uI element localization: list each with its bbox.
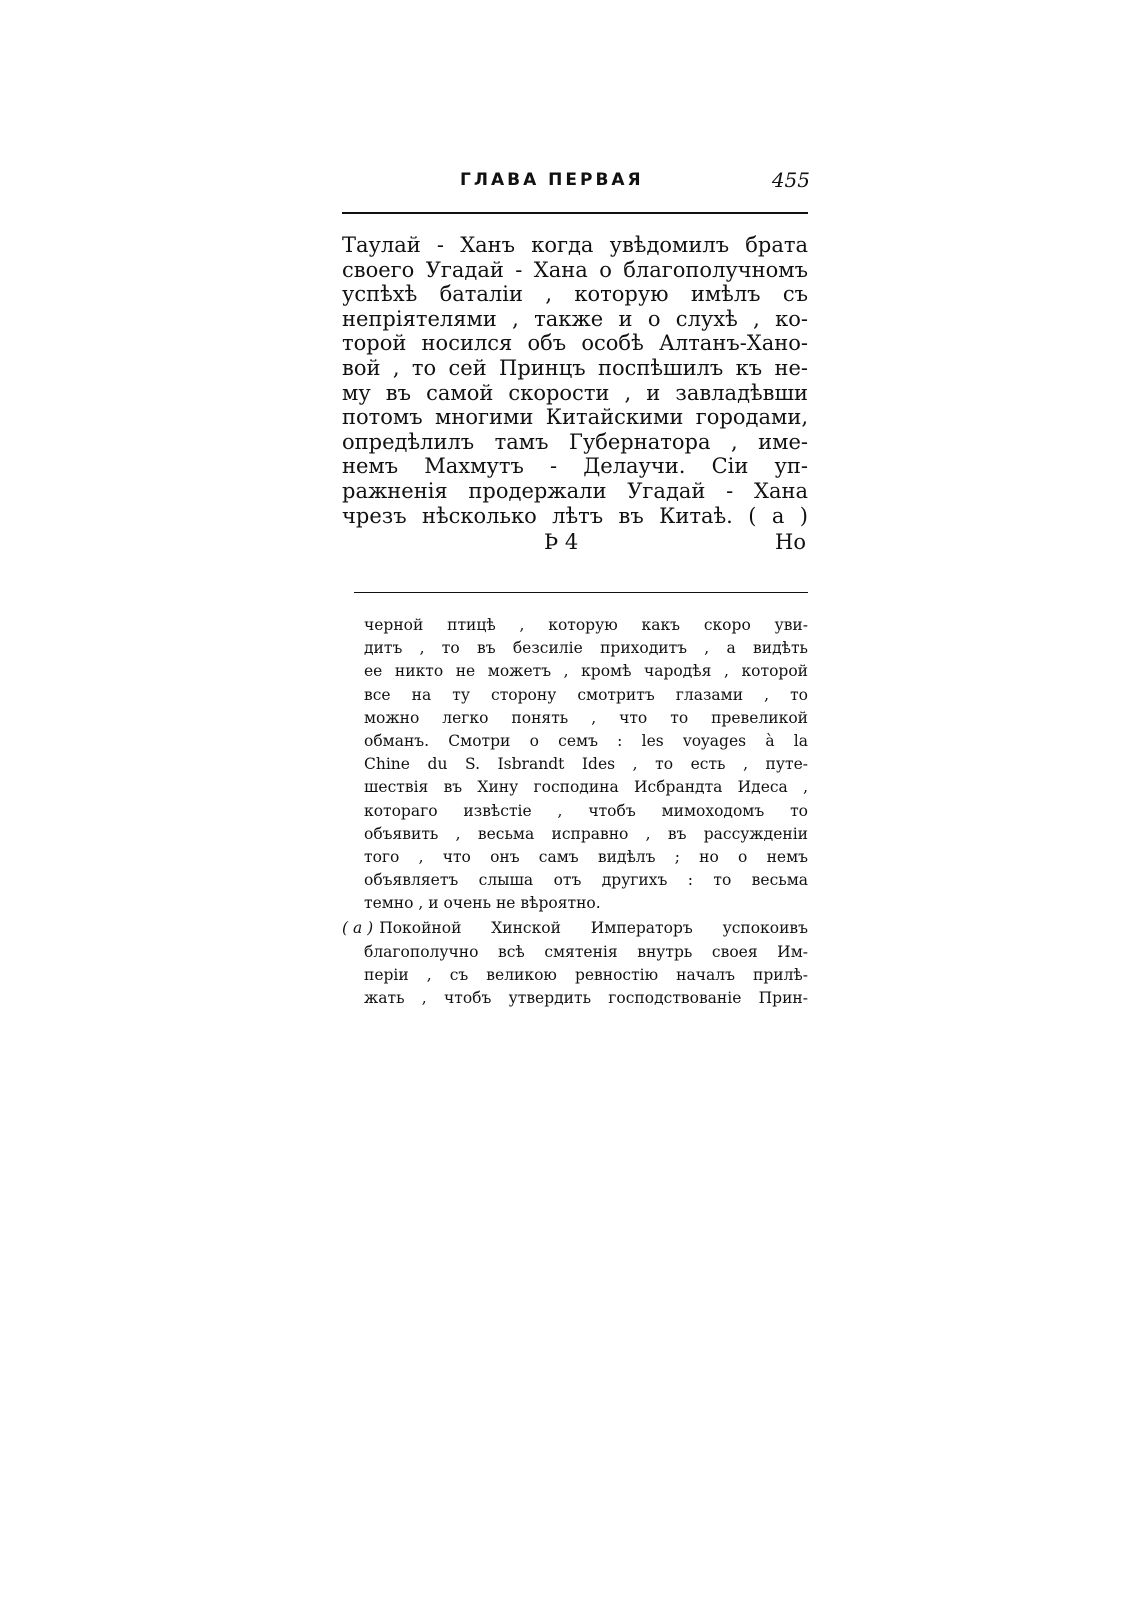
running-header bbox=[342, 168, 812, 204]
footnote-line: можно легко понять , что то превеликой bbox=[364, 708, 808, 727]
text-line: своего Угадай - Хана о благополучномъ bbox=[342, 257, 808, 282]
footnote-line: того , что онъ самъ видѣлъ ; но о немъ bbox=[364, 847, 808, 866]
footnote-continued bbox=[364, 614, 808, 915]
text-line: торой носился объ особѣ Алтанъ-Хано- bbox=[342, 331, 808, 356]
catchword: Но bbox=[775, 530, 806, 554]
footnotes bbox=[342, 614, 808, 1010]
main-text bbox=[342, 233, 808, 528]
text-line: Таулай - Ханъ когда увѣдомилъ брата bbox=[342, 233, 808, 257]
page-footer-marks bbox=[342, 530, 808, 556]
text-line: му въ самой скорости , и завладѣвши bbox=[342, 380, 808, 405]
footnote-a bbox=[342, 917, 808, 1010]
footnote-line: дитъ , то въ безсиліе приходитъ , а видѣть bbox=[364, 639, 808, 658]
page-number: 455 bbox=[771, 168, 810, 192]
text-line: потомъ многими Китайскими городами, bbox=[342, 405, 808, 430]
text-line: немъ Махмутъ - Делаучи. Сіи уп- bbox=[342, 454, 808, 479]
footnote-line: шествія въ Хину господина Исбрандта Идеса , bbox=[364, 778, 808, 797]
text-line: успѣхѣ баталіи , которую имѣлъ съ bbox=[342, 282, 808, 307]
footnote-line: объявляетъ слыша отъ другихъ : то весьма bbox=[364, 871, 808, 890]
signature-mark: Þ 4 bbox=[544, 530, 579, 554]
header-rule bbox=[342, 212, 808, 214]
footnote-line: черной птицѣ , которую какъ скоро уви- bbox=[364, 616, 808, 634]
chapter-title: ГЛАВА ПЕРВАЯ bbox=[460, 170, 644, 190]
footnote-line: благополучно всѣ смятенія внутрь своея Им- bbox=[364, 942, 808, 961]
footnote-line: періи , съ великою ревностію началъ прилѣ- bbox=[364, 965, 808, 984]
footnote-line: котораго извѣстіе , чтобъ мимоходомъ то bbox=[364, 801, 808, 820]
text-line: вой , то сей Принцъ поспѣшилъ къ не- bbox=[342, 355, 808, 380]
footnote-rule bbox=[354, 592, 808, 593]
text-line: ражненія продержали Угадай - Хана bbox=[342, 478, 808, 503]
footnote-line: жать , чтобъ утвердить господствованіе Прин- bbox=[364, 989, 808, 1007]
footnote-line: ее никто не можетъ , кромѣ чародѣя , которой bbox=[364, 662, 808, 681]
footnote-line: обманъ. Смотри о семъ : les voyages à la bbox=[364, 731, 808, 750]
footnote-text: Покойной Хинской Императоръ успокоивъ bbox=[379, 919, 808, 938]
footnote-line: темно , и очень не вѣроятно. bbox=[364, 894, 601, 913]
footnote-line bbox=[342, 917, 808, 940]
footnote-line: все на ту сторону смотритъ глазами , то bbox=[364, 685, 808, 704]
text-line: непріятелями , также и о слухѣ , ко- bbox=[342, 306, 808, 331]
footnote-line: объявить , весьма исправно , въ рассужденіи bbox=[364, 824, 808, 843]
text-line: чрезъ нѣсколько лѣтъ въ Китаѣ. ( a ) bbox=[342, 503, 808, 528]
text-line: опредѣлилъ тамъ Губернатора , име- bbox=[342, 429, 808, 454]
footnote-marker: ( a ) bbox=[342, 919, 374, 938]
footnote-line: Chine du S. Isbrandt Ides , то есть , путе- bbox=[364, 755, 808, 774]
